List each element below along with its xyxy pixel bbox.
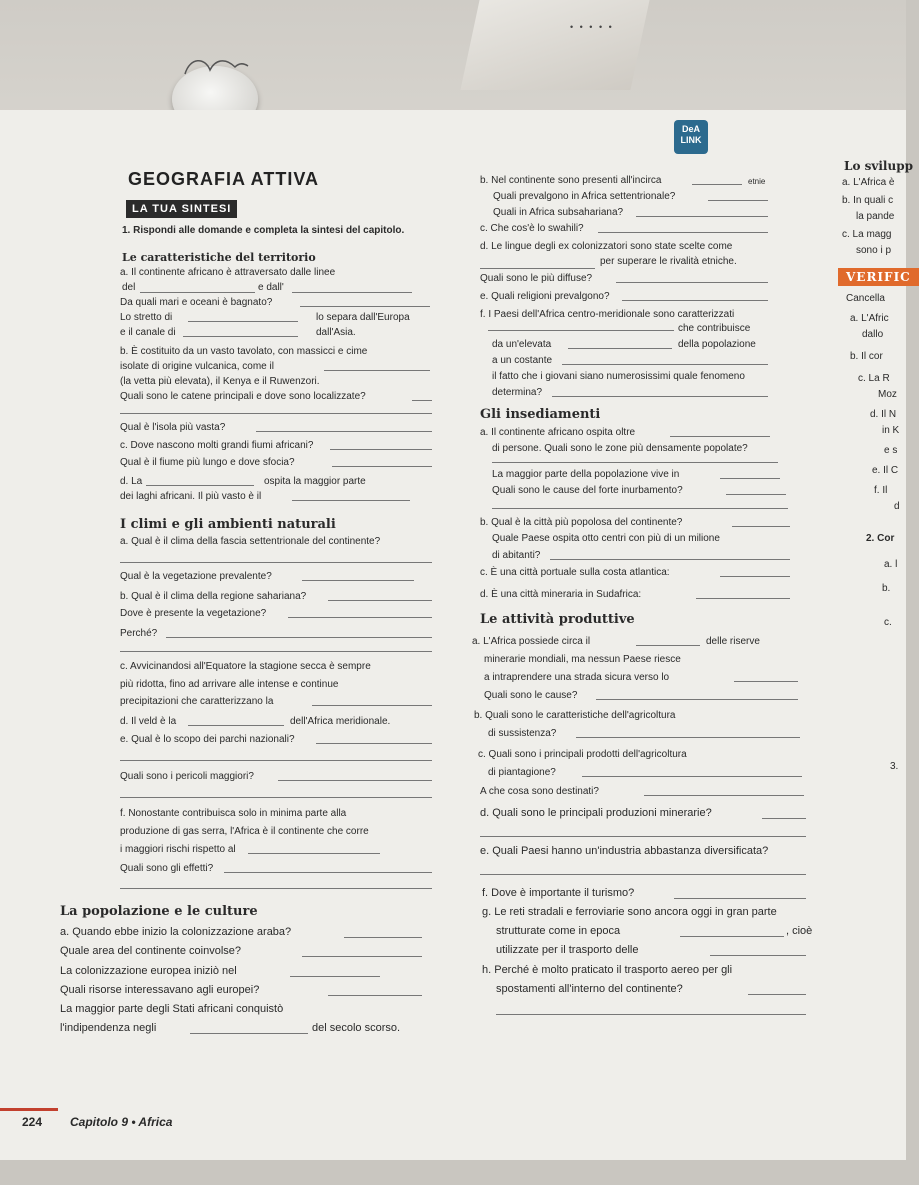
blank[interactable]	[732, 526, 790, 527]
blank[interactable]	[762, 818, 806, 819]
c1-a2-del: del	[122, 282, 136, 293]
blank[interactable]	[120, 562, 432, 563]
verify-badge: VERIFIC	[838, 268, 919, 286]
blank[interactable]	[622, 300, 768, 301]
c2-id1: d. È una città mineraria in Sudafrica:	[480, 589, 642, 600]
c3-v12: d	[894, 501, 900, 512]
blank[interactable]	[300, 306, 430, 307]
c2-ad1: d. Quali sono le principali produzioni minerarie?	[480, 807, 712, 819]
c2-ib2: Quale Paese ospita otto centri con più di un milione	[492, 533, 720, 544]
c1-cf1: f. Nonostante contribuisca solo in minima parte alla	[120, 808, 347, 819]
blank[interactable]	[582, 776, 802, 777]
blank[interactable]	[568, 348, 672, 349]
c3-v2: a. L'Afric	[850, 313, 889, 324]
c1-cd1: d. Il veld è la	[120, 716, 177, 727]
c2-ic1: c. È una città portuale sulla costa atlantica:	[480, 567, 670, 578]
blank[interactable]	[720, 576, 790, 577]
page-title: GEOGRAFIA ATTIVA	[128, 169, 319, 189]
blank[interactable]	[748, 994, 806, 995]
blank[interactable]	[188, 725, 284, 726]
blank[interactable]	[636, 645, 700, 646]
c1-c1: c. Dove nascono molti grandi fiumi africani?	[120, 440, 314, 451]
blank[interactable]	[140, 292, 255, 293]
heading-attivita: Le attività produttive	[480, 612, 635, 627]
blank[interactable]	[302, 580, 414, 581]
c2-ia3: La maggior parte della popolazione vive in	[492, 469, 680, 480]
blank[interactable]	[636, 216, 768, 217]
c2-c1: c. Che cos'è lo swahili?	[480, 223, 584, 234]
blank[interactable]	[120, 797, 432, 798]
page-footer	[0, 1108, 906, 1130]
c3-c2: sono i p	[856, 245, 892, 256]
blank[interactable]	[720, 478, 780, 479]
blank[interactable]	[302, 956, 422, 957]
c2-aa4: Quali sono le cause?	[484, 690, 578, 701]
c1-ca: a. Qual è il clima della fascia settentrionale del continente?	[120, 536, 381, 547]
c2-f6: il fatto che i giovani siano numerosissimi quale fenomeno	[492, 371, 745, 382]
c1-cf3: i maggiori rischi rispetto al	[120, 844, 236, 855]
c2-ae1: e. Quali Paesi hanno un'industria abbastanza diversificata?	[480, 845, 769, 857]
blank[interactable]	[670, 436, 770, 437]
c1-pa5: La maggior parte degli Stati africani conquistò	[60, 1003, 284, 1015]
c1-a5-canale: e il canale di	[120, 327, 176, 338]
c2-ag1: g. Le reti stradali e ferroviarie sono ancora oggi in gran parte	[482, 906, 777, 918]
blank[interactable]	[292, 292, 412, 293]
c1-a3: Da quali mari e oceani è bagnato?	[120, 297, 273, 308]
c3-c1: c. La magg	[842, 229, 892, 240]
blank[interactable]	[674, 898, 806, 899]
blank[interactable]	[616, 282, 768, 283]
c3-title: Lo svilupp	[844, 159, 913, 173]
c1-ce1: e. Qual è lo scopo dei parchi nazionali?	[120, 734, 295, 745]
c3-v10: e. Il C	[872, 465, 899, 476]
c1-pa3: La colonizzazione europea iniziò nel	[60, 965, 237, 977]
c3-v4: b. Il cor	[850, 351, 883, 362]
blank[interactable]	[708, 200, 768, 201]
c2-e1: e. Quali religioni prevalgono?	[480, 291, 610, 302]
c2-ib1: b. Qual è la città più popolosa del continente?	[480, 517, 683, 528]
c1-cb1: Qual è la vegetazione prevalente?	[120, 571, 272, 582]
heading-climi: I climi e gli ambienti naturali	[120, 517, 336, 532]
blank[interactable]	[576, 737, 800, 738]
c1-pa2: Quale area del continente coinvolse?	[60, 945, 242, 957]
c3-v3: dallo	[862, 329, 884, 340]
c1-a5-asia: dall'Asia.	[316, 327, 356, 338]
c1-d2: dei laghi africani. Il più vasto è il	[120, 491, 262, 502]
blank[interactable]	[696, 598, 790, 599]
blank[interactable]	[726, 494, 786, 495]
c2-ah2: spostamenti all'interno del continente?	[496, 983, 683, 995]
c1-pa6-a: l'indipendenza negli	[60, 1022, 157, 1034]
footer-accent-bar	[0, 1108, 58, 1111]
blank[interactable]	[492, 462, 778, 463]
blank[interactable]	[710, 955, 806, 956]
heading-insediamenti: Gli insediamenti	[480, 407, 601, 422]
blank[interactable]	[120, 651, 432, 652]
c3-q2: 2. Cor	[866, 533, 895, 544]
dots-pattern: • • • • •	[570, 22, 614, 32]
c2-b1-end: etnie	[748, 177, 766, 186]
c3-q2a: a. l	[884, 559, 898, 570]
c2-af1: f. Dove è importante il turismo?	[482, 887, 635, 899]
blank[interactable]	[288, 617, 432, 618]
c1-a1: a. Il continente africano è attraversato dalle linee	[120, 267, 336, 278]
blank[interactable]	[248, 853, 380, 854]
heading-popolazione: La popolazione e le culture	[60, 904, 258, 919]
c1-d1-la: d. La	[120, 476, 143, 487]
blank[interactable]	[190, 1033, 308, 1034]
blank[interactable]	[290, 976, 380, 977]
blank[interactable]	[550, 559, 790, 560]
blank[interactable]	[644, 795, 804, 796]
c2-aa1b: delle riserve	[706, 636, 760, 647]
c2-b3: Quali in Africa subsahariana?	[493, 207, 624, 218]
blank[interactable]	[480, 874, 806, 875]
c3-q3: 3.	[890, 761, 899, 772]
c3-q2b: b.	[882, 583, 891, 594]
page-number: 224	[22, 1115, 43, 1129]
c1-b3: (la vetta più elevata), il Kenya e il Ruwenzori.	[120, 376, 320, 387]
blank[interactable]	[120, 888, 432, 889]
blank[interactable]	[328, 995, 422, 996]
blank[interactable]	[278, 780, 432, 781]
c1-cc2: più ridotta, fino ad arrivare alle intense e continue	[120, 679, 339, 690]
blank[interactable]	[324, 370, 430, 371]
blank[interactable]	[692, 184, 742, 185]
dea-link-badge[interactable]: DeA LINK	[674, 120, 708, 154]
blank[interactable]	[596, 699, 798, 700]
blank[interactable]	[188, 321, 298, 322]
c2-ah1: h. Perché è molto praticato il trasporto aereo per gli	[482, 964, 733, 976]
blank[interactable]	[120, 413, 432, 414]
blank[interactable]	[316, 743, 432, 744]
c1-cb4: Perché?	[120, 628, 158, 639]
c3-v8: in K	[882, 425, 900, 436]
c2-d1: d. Le lingue degli ex colonizzatori sono state scelte come	[480, 241, 733, 252]
pencil-doodle	[180, 52, 250, 82]
c3-b1: b. In quali c	[842, 195, 894, 206]
c1-a4-separa: lo separa dall'Europa	[316, 312, 410, 323]
c1-cb2: b. Qual è il clima della regione sahariana?	[120, 591, 307, 602]
c2-aa1: a. L'Africa possiede circa il	[472, 636, 591, 647]
c2-f1: f. I Paesi dell'Africa centro-meridionale sono caratterizzati	[480, 309, 735, 320]
section-band: LA TUA SINTESI	[126, 200, 237, 218]
c3-q2c: c.	[884, 617, 892, 628]
blank[interactable]	[480, 836, 806, 837]
c1-b4: Quali sono le catene principali e dove sono localizzate?	[120, 391, 366, 402]
blank[interactable]	[183, 336, 298, 337]
c1-b5: Qual è l'isola più vasta?	[120, 422, 226, 433]
blank[interactable]	[412, 400, 432, 401]
c2-ia4: Quali sono le cause del forte inurbamento?	[492, 485, 683, 496]
c1-a2-edall: e dall'	[258, 282, 284, 293]
desk-background	[0, 0, 906, 120]
c2-b2: Quali prevalgono in Africa settentrionale?	[493, 191, 676, 202]
blank[interactable]	[120, 760, 432, 761]
blank[interactable]	[562, 364, 768, 365]
blank[interactable]	[332, 466, 432, 467]
c2-ib3: di abitanti?	[492, 550, 541, 561]
c2-ia1: a. Il continente africano ospita oltre	[480, 427, 636, 438]
blank[interactable]	[488, 330, 674, 331]
c2-ab2: di sussistenza?	[488, 728, 557, 739]
c2-d2: per superare le rivalità etniche.	[600, 256, 737, 267]
c1-cb3: Dove è presente la vegetazione?	[120, 608, 267, 619]
c2-ab1: b. Quali sono le caratteristiche dell'agricoltura	[474, 710, 676, 721]
blank[interactable]	[680, 936, 784, 937]
c3-v6: Moz	[878, 389, 897, 400]
blank[interactable]	[344, 937, 422, 938]
c2-aa3: a intraprendere una strada sicura verso lo	[484, 672, 670, 683]
blank[interactable]	[328, 600, 432, 601]
c2-f2: che contribuisce	[678, 323, 751, 334]
c1-cf2: produzione di gas serra, l'Africa è il continente che corre	[120, 826, 369, 837]
c2-f5: a un costante	[492, 355, 553, 366]
blank[interactable]	[166, 637, 432, 638]
blank[interactable]	[292, 500, 410, 501]
c2-ac1: c. Quali sono i principali prodotti dell'agricoltura	[478, 749, 687, 760]
c2-b1: b. Nel continente sono presenti all'incirca	[480, 175, 662, 186]
c1-pa6-b: del secolo scorso.	[312, 1022, 401, 1034]
blank[interactable]	[734, 681, 798, 682]
c2-f7: determina?	[492, 387, 543, 398]
c1-cc1: c. Avvicinandosi all'Equatore la stagione secca è sempre	[120, 661, 371, 672]
blank[interactable]	[492, 508, 788, 509]
heading-caratteristiche: Le caratteristiche del territorio	[122, 251, 316, 264]
c2-ag3: utilizzate per il trasporto delle	[496, 944, 639, 956]
instruction: 1. Rispondi alle domande e completa la sintesi del capitolo.	[122, 225, 405, 236]
blank[interactable]	[330, 449, 432, 450]
c1-cf4: Quali sono gli effetti?	[120, 863, 214, 874]
c1-cc3: precipitazioni che caratterizzano la	[120, 696, 274, 707]
c3-v7: d. Il N	[870, 409, 897, 420]
c2-ia2: di persone. Quali sono le zone più densamente popolate?	[492, 443, 748, 454]
c2-f3: da un'elevata	[492, 339, 552, 350]
c3-v11: f. Il	[874, 485, 888, 496]
c2-aa2: minerarie mondiali, ma nessun Paese riesce	[484, 654, 681, 665]
blank[interactable]	[552, 396, 768, 397]
blank[interactable]	[312, 705, 432, 706]
blank[interactable]	[146, 485, 254, 486]
c3-b2: la pande	[856, 211, 895, 222]
c1-a4-stretto: Lo stretto di	[120, 312, 173, 323]
chapter-label: Capitolo 9 • Africa	[70, 1115, 173, 1129]
c1-b2: isolate di origine vulcanica, come il	[120, 361, 274, 372]
blank[interactable]	[256, 431, 432, 432]
c3-v5: c. La R	[858, 373, 890, 384]
c1-c2: Qual è il fiume più lungo e dove sfocia?	[120, 457, 295, 468]
c3-a1: a. L'Africa è	[842, 177, 895, 188]
blank[interactable]	[224, 872, 432, 873]
blank[interactable]	[598, 232, 768, 233]
c1-d1-ospita: ospita la maggior parte	[264, 476, 366, 487]
c2-f4: della popolazione	[678, 339, 756, 350]
c3-v9: e s	[884, 445, 898, 456]
c1-ce2: Quali sono i pericoli maggiori?	[120, 771, 254, 782]
c2-ac3: A che cosa sono destinati?	[480, 786, 599, 797]
c3-v1: Cancella	[846, 293, 885, 304]
c1-pa4: Quali risorse interessavano agli europei?	[60, 984, 260, 996]
c2-ac2: di piantagione?	[488, 767, 556, 778]
blank[interactable]	[496, 1014, 806, 1015]
c1-pa1: a. Quando ebbe inizio la colonizzazione araba?	[60, 926, 292, 938]
blank[interactable]	[480, 268, 595, 269]
c1-b1: b. È costituito da un vasto tavolato, con massicci e cime	[120, 346, 368, 357]
c1-cd1b: dell'Africa meridionale.	[290, 716, 391, 727]
c2-d3: Quali sono le più diffuse?	[480, 273, 593, 284]
box-corner	[460, 0, 649, 90]
c2-ag2: strutturate come in epoca	[496, 925, 621, 937]
c2-ag2b: , cioè	[786, 925, 813, 937]
